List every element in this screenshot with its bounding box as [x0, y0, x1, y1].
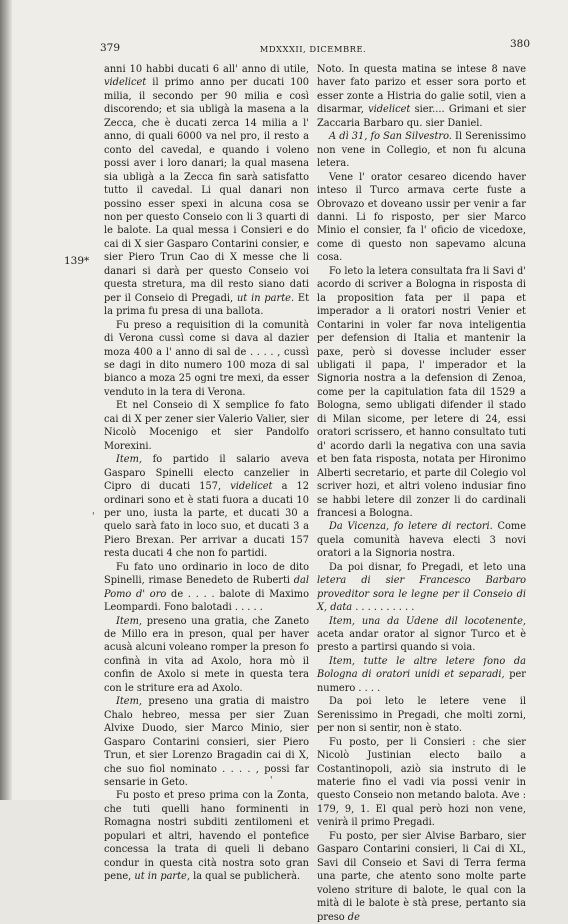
paragraph: [104, 789, 309, 883]
right-text-column: [317, 63, 526, 924]
paragraph: [104, 615, 309, 696]
text-run: Et nel Conseio di X semplice fo fato cai di X per zener sier Valerio Valier, sier Nicolò Mocenigo et sier Pandolfo Morexini.: [104, 400, 309, 452]
running-title: MDXXXII, DICEMBRE.: [259, 44, 367, 54]
paragraph: [317, 130, 526, 170]
paragraph: [317, 615, 526, 655]
italic-text: letera di sier Francesco Barbaro proveditor sora le legne per il Conseio di X, data: [317, 575, 526, 614]
margin-tick: ': [92, 512, 95, 522]
paragraph: [317, 736, 526, 830]
text-run: fo partido il salario aveva Gasparo Spinelli electo canzelier in Cipro di ducati 157,: [104, 454, 309, 493]
text-run: Il Serenissimo non vene in Collegio, et non fu alcuna letera.: [317, 131, 526, 170]
text-run: per numero . . . .: [317, 669, 526, 694]
italic-text: Item, tutte le altre letere fono da Bologna di oratori unidi et separadi,: [317, 655, 526, 681]
text-run: Fu posto, per li Consieri : che sier Nicolò Justinian electo bailo a Costantinopoli, aziò sia instruto di le materie fino el vadi via possi venir in questo Conseio non metando balota. Ave : 179, 9, 1. El qual però hozi non vene, venirà il primo Pregadi.: [317, 736, 526, 829]
italic-text: Item,: [116, 454, 143, 466]
text-run: aceta andar orator al signor Turco et è presto a partirsi quando si voia.: [317, 629, 526, 654]
text-run: la qual se publicherà.: [189, 871, 301, 883]
text-run: Noto. In questa matina se intese 8 nave haver fato parizo et esser sora porto et esser zonte a Histria do galie sotil, vien a disarmar,: [317, 64, 526, 116]
paragraph: [317, 830, 526, 924]
italic-text: ut in parte.: [237, 292, 295, 304]
text-run: Da poi disnar, fo Pregadi, et leto una: [329, 561, 526, 573]
text-run: Vene l' orator cesareo dicendo haver inteso il Turco armava certe fuste a Obrovazo et doveano ussir per venir a far danni. Li fo risposto, per sier Marco Minio el consier, fa l' oficio de vicedoxe, come di questo non sapevamo alcuna cosa.: [317, 171, 526, 264]
text-run: il primo anno per ducati 100 milia, il secondo per 90 milia e così discorendo; et sia ubligà la masena a la Zecca, che è ducati zerca 14 milia a l' anno, di quali 6000 va nel pro, il resto a conto del cavedal, e quando i voleno possi aver i loro danari; la qual masena sia ubligà a la Zecca fin sarà satisfatto tutto il cavedal. Li qual danari non possino esser spexi in alcuna cosa se non per questo Conseio con li 3 quarti di le balote. La qual messa i Consieri e do cai di X sier Gasparo Contarini consier, e sier Piero Trun Cao di X messe che li danari si darà per questo Conseio voi questa stretura, ma dil resto siano dati per il Conseio di Pregadi,: [104, 77, 309, 304]
text-run: Et la prima fu presa di una ballota.: [104, 292, 310, 318]
left-text-column: [104, 63, 309, 884]
text-run: Fu fato uno ordinario in loco de dito Spinelli, rimase Benedeto de Ruberti: [104, 561, 309, 587]
text-run: Come quela comunità haveva electi 3 novi oratori a la Signoria nostra.: [317, 521, 526, 560]
text-run: a 12 ordinari sono et è stati fuora a ducati 10 per uno, iusta la parte, et ducati 30 a quelo sarà fato in loco suo, et ducati 3 a Piero Brexan. Per arrivar a ducati 157 resta ducati 4 che non fo partidi.: [104, 481, 309, 560]
margin-tick: ': [270, 776, 273, 786]
text-run: sier.... Grimani et sier Zaccaria Barbaro qu. sier Daniel.: [317, 104, 526, 129]
italic-text: videlicet: [230, 481, 273, 493]
text-run: . . . . . . . . . .: [352, 602, 415, 614]
binding-gutter-shadow: [0, 0, 12, 800]
italic-text: Item,: [116, 615, 143, 627]
text-run: preseno una gratia, che Zaneto de Millo era in preson, qual per haver acusà alcuni voleano romper la preson fo confinà in vita ad Axolo, hora mò il confin de Axolo si mete in questa tera con le striture era ad Axolo.: [104, 615, 309, 694]
paragraph: [317, 561, 526, 615]
paragraph: [104, 319, 309, 400]
margin-number: 139*: [64, 255, 90, 267]
paragraph: [317, 171, 526, 265]
paragraph: [317, 655, 526, 695]
page-number-left: 379: [100, 42, 121, 54]
text-run: anni 10 habbi ducati 6 all' anno di utile,: [104, 64, 309, 75]
text-run: Fu posto et preso prima con la Zonta, che tuti quelli hano forminenti in Romagna nostri subditi zentilomeni et populari et altri, havendo el pontefice concessa la trata di queli li debano condur in questa cità nostra soto gran pene,: [104, 790, 309, 883]
paragraph: [317, 63, 526, 130]
text-run: Fo leto la letera consultata fra li Savi d' acordo di scriver a Bologna in risposta di la proposition fata per il papa et imperador a li oratori nostri Venier et Contarini in voler far nova inteligentia per defension di Italia et mantenir la paxe, però si dovesse includer esser ubligati il papa, l' imperador et la Signoria nostra a la defension di Zenoa, come per la capitulation fata dil 1529 a Bologna, semo ubligati difender il stado di Milan sicome, per letere di 24, essi oratori scrissero, et hanno consultato tuti d' acordo darli la negativa con una savia et ben fata risposta, notata per Hironimo Alberti secretario, et parte dil Colegio vol scriver hozi, et altri voleno indusiar fino se habbi letere dil zonzer li do cardinali francesi a Bologna.: [317, 265, 526, 519]
paragraph: [104, 63, 309, 319]
text-run: Fu preso a requisition di la comunità di Verona cussì come si dava al dazier moza 400 a l' anno di sal de . . . . , cussì se dagi in dito numero 100 moza di sal bianco a moza 25 ogni tre mexi, da esser venduto in la tera di Verona.: [104, 319, 309, 398]
page-header: [96, 38, 530, 56]
italic-text: Item, una da Udene dil locotenente,: [329, 615, 526, 627]
italic-text: A dì 31, fo San Silvestro.: [329, 131, 452, 143]
text-run: Da poi leto le letere vene il Serenissimo in Pregadi, che molti zorni, per non si sentir, non è stato.: [317, 696, 526, 735]
paragraph: [104, 695, 309, 789]
italic-text: videlicet: [368, 104, 411, 116]
italic-text: videlicet: [104, 77, 147, 89]
paragraph: [317, 265, 526, 521]
paragraph: [104, 399, 309, 453]
italic-text: dal Pomo d' oro: [104, 575, 309, 600]
paragraph: [104, 453, 309, 561]
page-number-right: 380: [509, 38, 530, 50]
paragraph: [104, 561, 309, 615]
text-run: Fu posto, per sier Alvise Barbaro, sier Gasparo Contarini consieri, li Cai di XL, Savi dil Conseio et Savi di Terra ferma una parte, che atento sono molte parte voleno striture di balote, le qual con la mità di le balote è stà prese, pertanto sia preso: [317, 830, 526, 923]
paragraph: [317, 520, 526, 560]
italic-text: ut in parte,: [134, 871, 190, 883]
italic-text: Da Vicenza, fo letere di rectori.: [329, 521, 493, 533]
italic-text: de: [347, 911, 360, 923]
italic-text: Item,: [116, 696, 143, 708]
text-run: de . . . . balote di Maximo Leompardi. Fono balotadi . . . . .: [104, 588, 309, 614]
paragraph: [317, 695, 526, 735]
text-run: preseno una gratia di maistro Chalo hebreo, messa per sier Zuan Alvixe Duodo, sier Marco Minio, sier Gasparo Contarini consieri, sier Piero Trun, et sier Lorenzo Bragadin cai di X, che suo fiol nominato . . . . , possi far sensarie in Geto.: [104, 696, 309, 789]
